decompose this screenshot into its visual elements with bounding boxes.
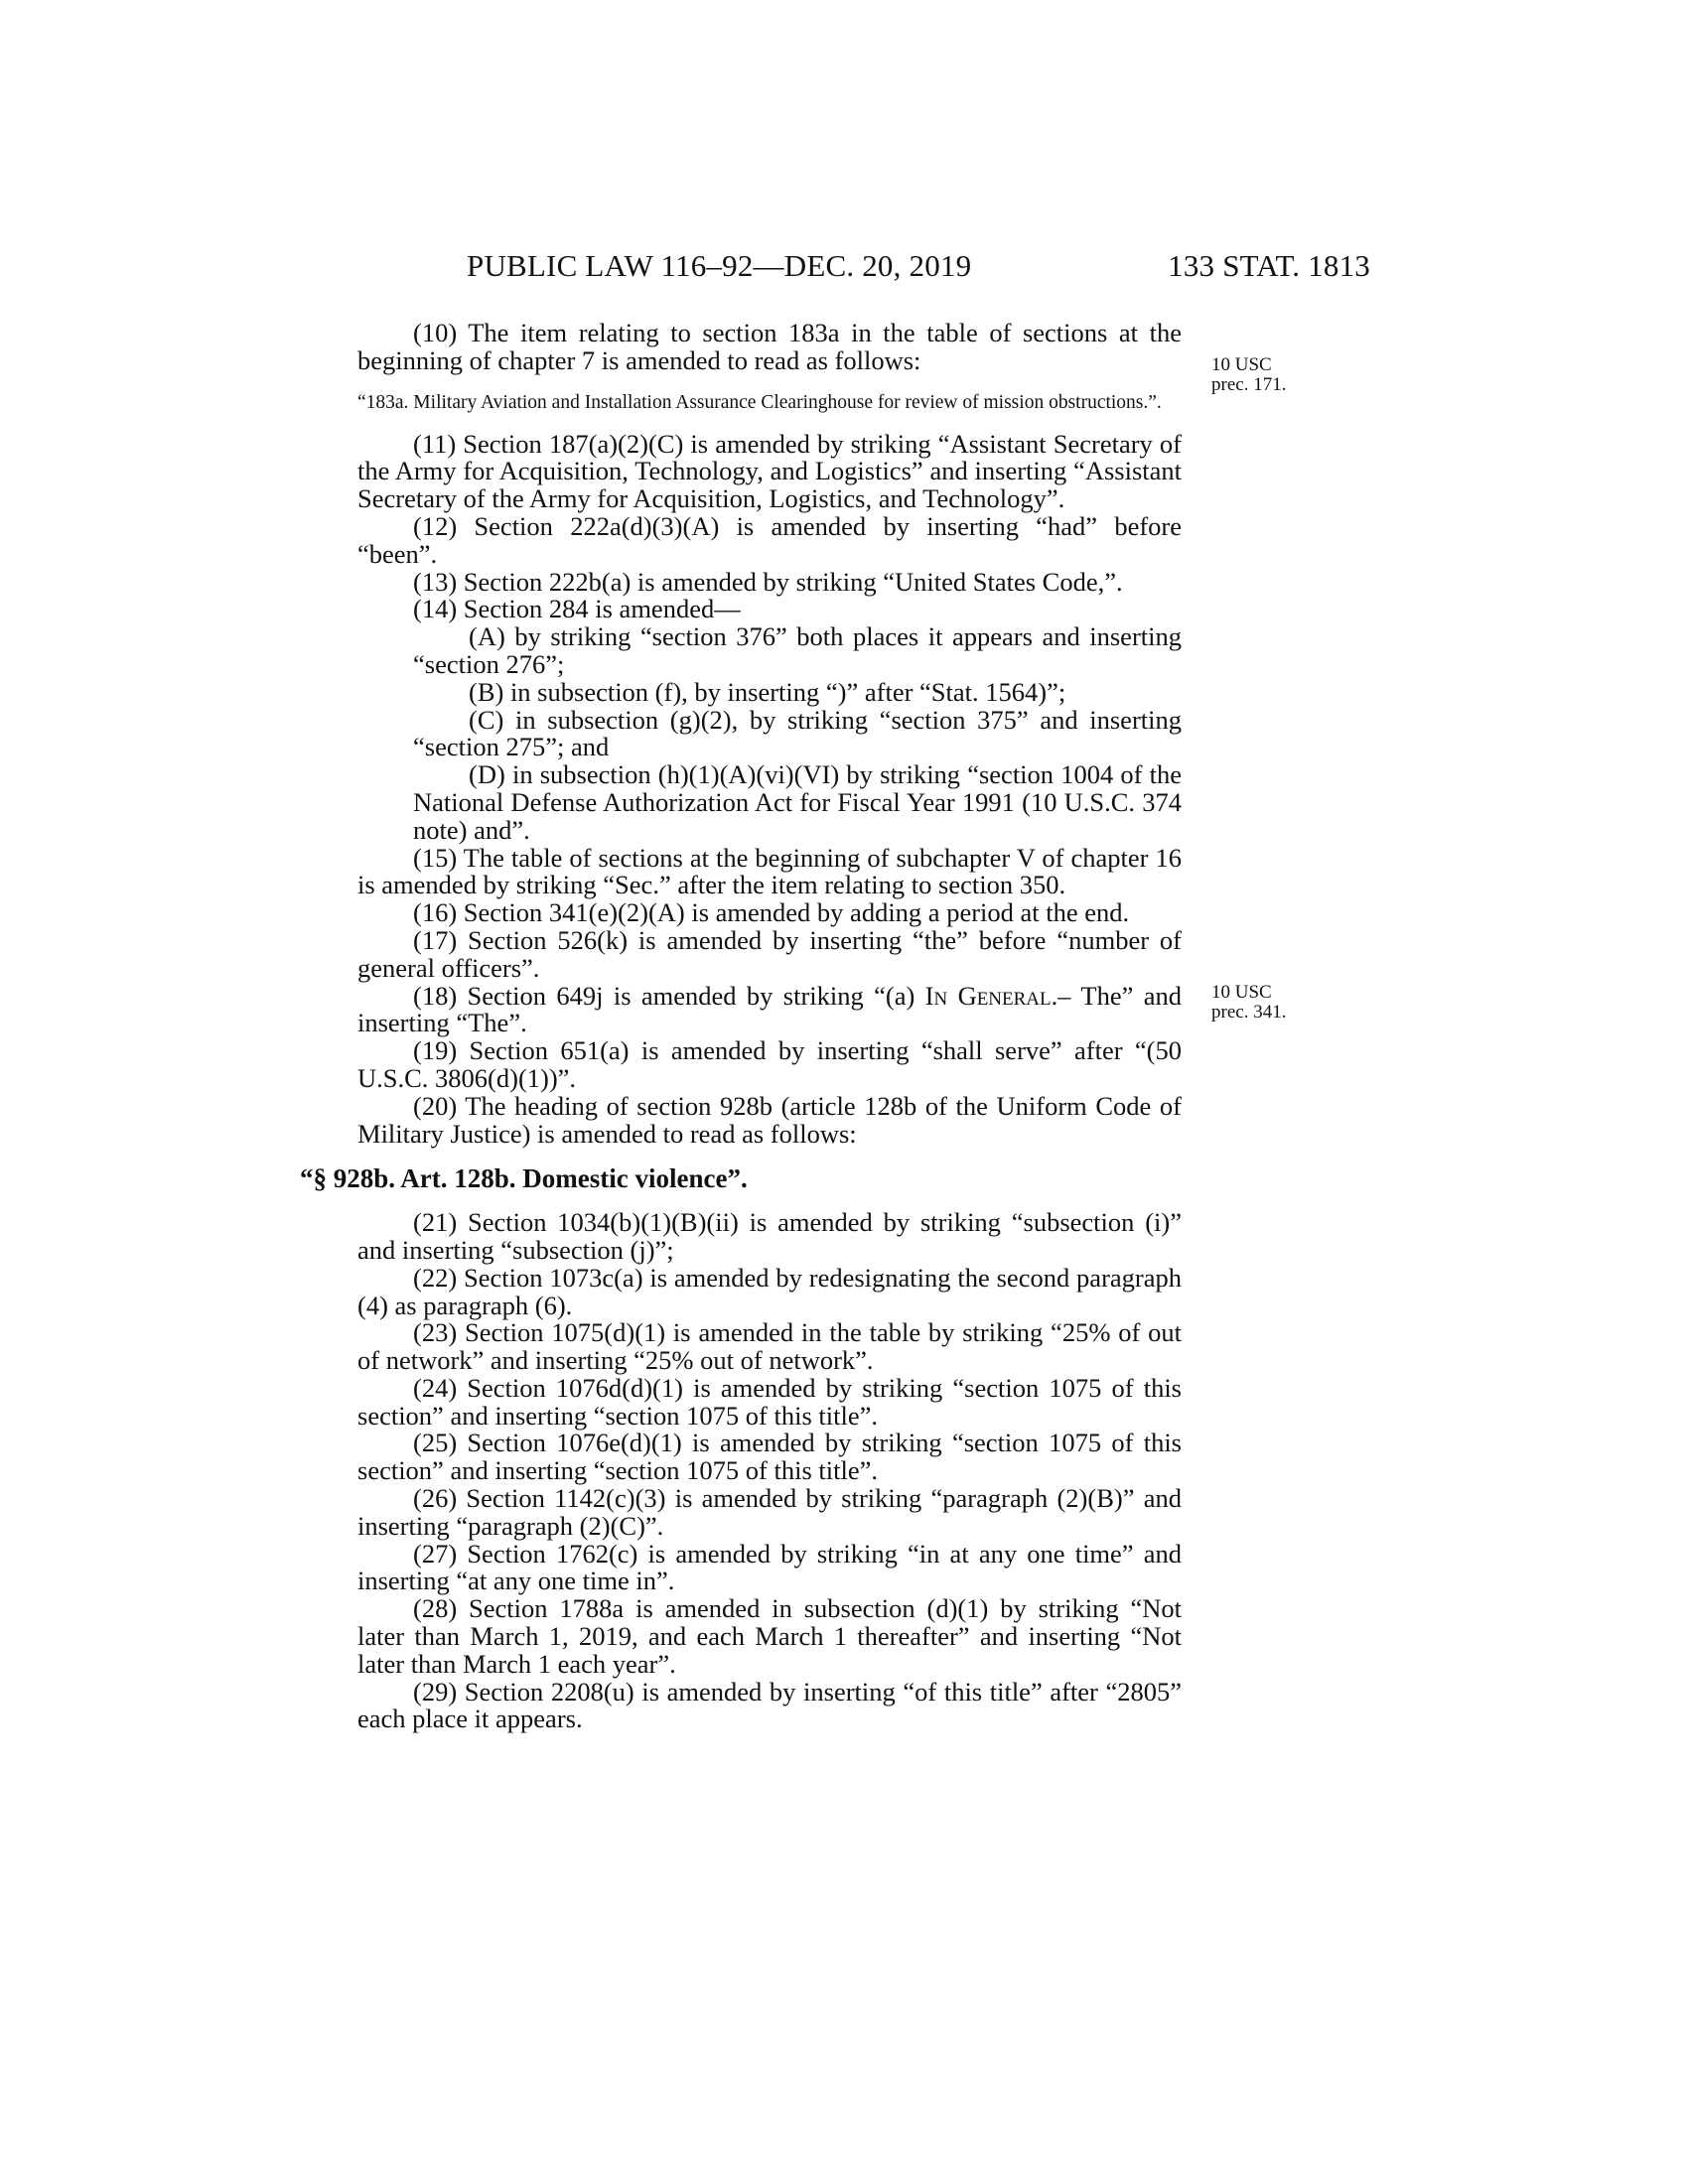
paragraph-21: (21) Section 1034(b)(1)(B)(ii) is amended by striking “subsection (i)” and inserting “subsection (j)”;: [357, 1207, 1182, 1265]
subparagraph-14-c: (C) in subsection (g)(2), by striking “section 375” and inserting “section 275”; and: [413, 704, 1182, 762]
paragraph-20: (20) The heading of section 928b (article 128b of the Uniform Code of Military Justice) is amended to read as follows:: [357, 1090, 1182, 1149]
paragraph-29: (29) Section 2208(u) is amended by inserting “of this title” after “2805” each place it appears.: [357, 1676, 1182, 1734]
statutes-page-number: 133 STAT. 1813: [1168, 248, 1370, 283]
small-caps-in-general: In General: [924, 980, 1052, 1011]
paragraph-25: (25) Section 1076e(d)(1) is amended by striking “section 1075 of this section” and inserting “section 1075 of this title”.: [357, 1428, 1182, 1486]
paragraph-17: (17) Section 526(k) is amended by inserting “the” before “number of general officers”.: [357, 924, 1182, 983]
paragraph-22: (22) Section 1073c(a) is amended by redesignating the second paragraph (4) as paragraph (6).: [357, 1262, 1182, 1320]
public-law-citation: PUBLIC LAW 116–92—DEC. 20, 2019: [467, 248, 972, 283]
section-928b-heading: “§ 928b. Art. 128b. Domestic violence”.: [300, 1163, 748, 1194]
paragraph-16: (16) Section 341(e)(2)(A) is amended by adding a period at the end.: [413, 897, 1130, 928]
margin-note-usc-341: 10 USC prec. 341.: [1211, 982, 1287, 1023]
paragraph-27: (27) Section 1762(c) is amended by striking “in at any one time” and inserting “at any one time in”.: [357, 1538, 1182, 1596]
paragraph-23: (23) Section 1075(d)(1) is amended in the table by striking “25% of out of network” and inserting “25% out of network”.: [357, 1317, 1182, 1376]
amendment-text: [300, 318, 1182, 1734]
paragraph-19: (19) Section 651(a) is amended by inserting “shall serve” after “(50 U.S.C. 3806(d)(1))”.: [357, 1035, 1182, 1093]
paragraph-11: (11) Section 187(a)(2)(C) is amended by striking “Assistant Secretary of the Army for Acquisition, Technology, and Logistics” and inserting “Assistant Secretary of the Army for Acquisition, Logistics, and Technology”.: [357, 428, 1182, 514]
subparagraph-14-a: (A) by striking “section 376” both places it appears and inserting “section 276”;: [413, 621, 1182, 679]
subparagraph-14-b: (B) in subsection (f), by inserting “)” after “Stat. 1564)”;: [469, 676, 1066, 707]
paragraph-18: (18) Section 649j is amended by striking “(a) In General.– The” and inserting “The”.: [357, 980, 1182, 1038]
paragraph-15: (15) The table of sections at the beginning of subchapter V of chapter 16 is amended by striking “Sec.” after the item relating to section 350.: [357, 842, 1182, 900]
paragraph-14: (14) Section 284 is amended—: [413, 594, 741, 624]
paragraph-28: (28) Section 1788a is amended in subsection (d)(1) by striking “Not later than March 1, 2019, and each March 1 thereafter” and inserting “Not later than March 1 each year”.: [357, 1593, 1182, 1679]
margin-note-usc-171: 10 USC prec. 171.: [1211, 354, 1287, 395]
paragraph-10: (10) The item relating to section 183a in the table of sections at the beginning of chapter 7 is amended to read as follows:: [357, 318, 1182, 375]
paragraph-24: (24) Section 1076d(d)(1) is amended by striking “section 1075 of this section” and inserting “section 1075 of this title”.: [357, 1372, 1182, 1431]
paragraph-12: (12) Section 222a(d)(3)(A) is amended by inserting “had” before “been”.: [357, 510, 1182, 569]
running-header: [467, 248, 1370, 288]
paragraph-26: (26) Section 1142(c)(3) is amended by striking “paragraph (2)(B)” and inserting “paragraph (2)(C)”.: [357, 1483, 1182, 1541]
paragraph-13: (13) Section 222b(a) is amended by striking “United States Code,”.: [413, 566, 1123, 597]
subparagraph-14-d: (D) in subsection (h)(1)(A)(vi)(VI) by striking “section 1004 of the National Defense Authorization Act for Fiscal Year 1991 (10 U.S.C. 374 note) and”.: [413, 759, 1182, 845]
quoted-table-item-183a: “183a. Military Aviation and Installation Assurance Clearinghouse for review of mission obstructions.”.: [357, 391, 1162, 413]
